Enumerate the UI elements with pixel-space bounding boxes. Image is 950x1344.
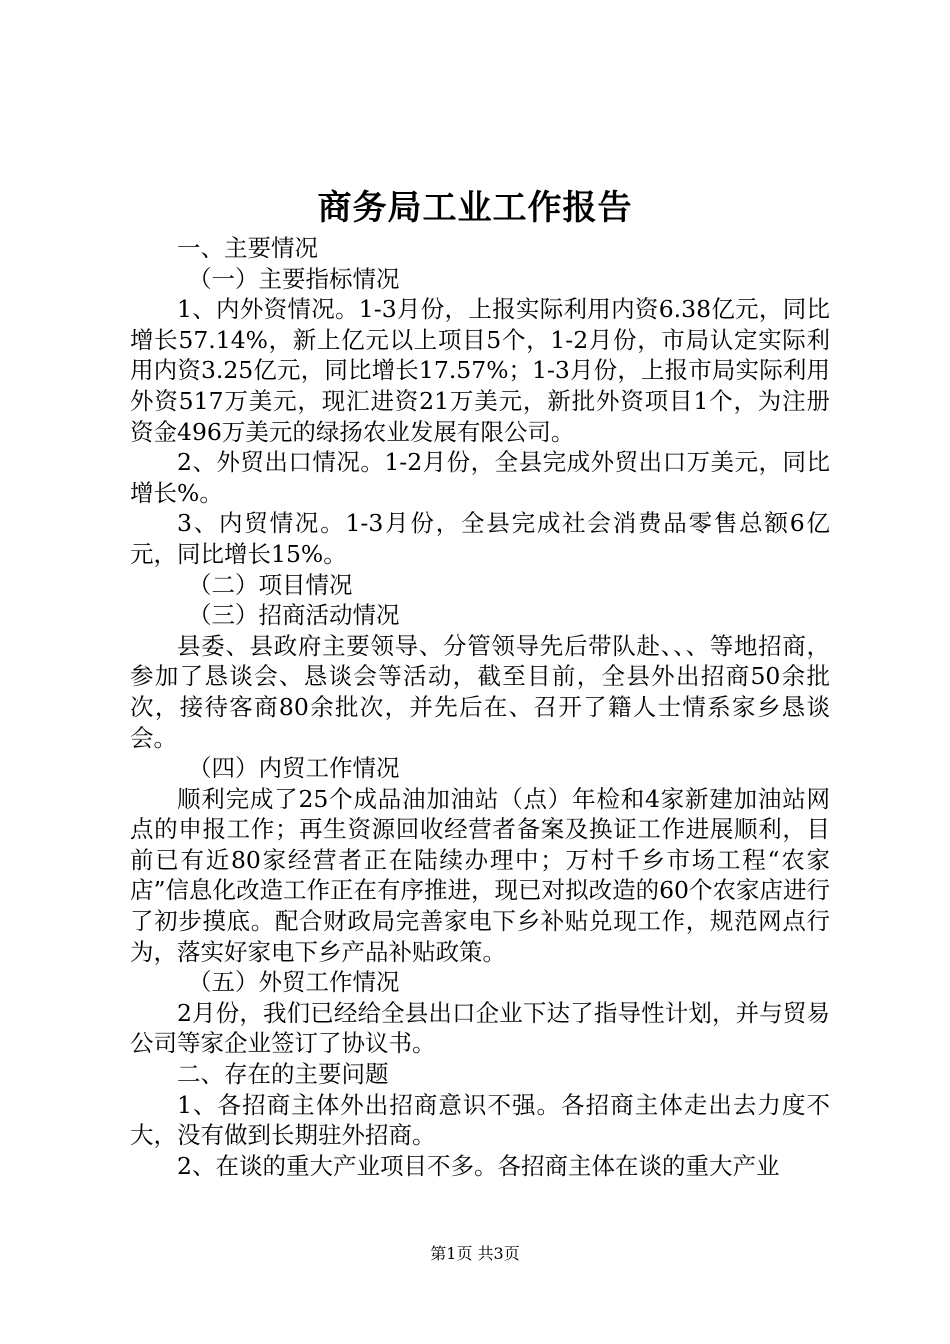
paragraph: （五）外贸工作情况 xyxy=(188,968,400,997)
paragraph: 县委、县政府主要领导、分管领导先后带队赴、、、等地招商，参加了恳谈会、恳谈会等活动，截至目前，全县外出招商50余批次，接待客商80余批次，并先后在、召开了籍人士情系家乡恳谈会。 xyxy=(130,631,830,752)
paragraph: 一、主要情况 xyxy=(177,234,318,262)
paragraph: （三）招商活动情况 xyxy=(188,601,400,630)
document-body xyxy=(130,233,830,1181)
paragraph: 2、在谈的重大产业项目不多。各招商主体在谈的重大产业 xyxy=(177,1151,780,1180)
paragraph: 二、存在的主要问题 xyxy=(177,1060,389,1089)
paragraph: 顺利完成了25个成品油加油站（点）年检和4家新建加油站网点的申报工作；再生资源回收经营者备案及换证工作进展顺利，目前已有近80家经营者正在陆续办理中；万村千乡市场工程“农家店”信息化改造工作正在有序推进，现已对拟改造的60个农家店进行了初步摸底。配合财政局完善家电下乡补贴兑现工作，规范网点行为，落实好家电下乡产品补贴政策。 xyxy=(130,784,830,966)
paragraph: 3、内贸情况。1-3月份，全县完成社会消费品零售总额6亿元，同比增长15%。 xyxy=(130,509,830,568)
page-footer: 第1页 共3页 xyxy=(430,1244,520,1263)
paragraph: 1、各招商主体外出招商意识不强。各招商主体走出去力度不大，没有做到长期驻外招商。 xyxy=(130,1090,830,1150)
paragraph: 2月份，我们已经给全县出口企业下达了指导性计划，并与贸易公司等家企业签订了协议书。 xyxy=(130,998,830,1058)
paragraph: （二）项目情况 xyxy=(188,570,353,599)
document-title: 商务局工业工作报告 xyxy=(317,188,633,228)
paragraph: （一）主要指标情况 xyxy=(188,264,400,293)
paragraph: 1、内外资情况。1-3月份，上报实际利用内资6.38亿元，同比增长57.14%，新上亿元以上项目5个，1-2月份，市局认定实际利用内资3.25亿元，同比增长17.57%；1-3月份，上报市局实际利用外资517万美元，现汇进资21万美元，新批外资项目1个，为注册资金496万美元的绿扬农业发展有限公司。 xyxy=(130,295,830,446)
paragraph: （四）内贸工作情况 xyxy=(188,754,400,783)
paragraph: 2、外贸出口情况。1-2月份，全县完成外贸出口万美元，同比增长%。 xyxy=(130,448,830,507)
